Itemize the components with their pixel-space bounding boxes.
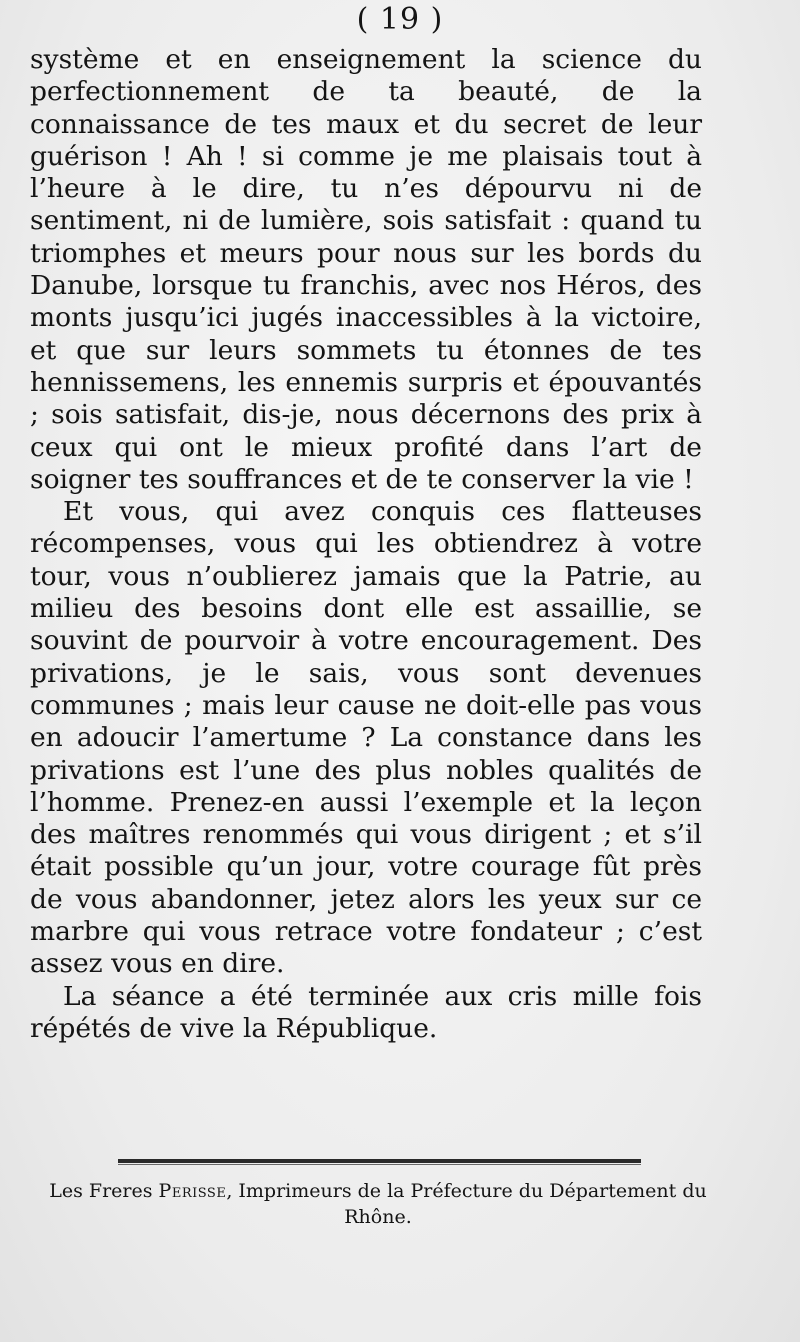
colophon-suffix: , Imprimeurs de la Préfecture du Département du Rhône. (226, 1180, 707, 1228)
paragraph-address: Et vous, qui avez conquis ces flatteuses récompenses, vous qui les obtiendrez à votre tour, vous n’oublierez jamais que la Patrie, au milieu des besoins dont elle est assaillie, se souvint de pourvoir à votre encouragement. Des privations, je le sais, vous sont devenues communes ; mais leur cause ne doit-elle pas vous en adoucir l’amertume ? La constance dans les privations est l’une des plus nobles qualités de l’homme. Prenez-en aussi l’exemple et la leçon des maîtres renommés qui vous dirigent ; et s’il était possible qu’un jour, votre courage fût près de vous abandonner, jetez alors les yeux sur ce marbre qui vous retrace votre fondateur ; c’est assez vous en dire. (30, 496, 702, 980)
paragraph-continuation: système et en enseignement la science du perfectionnement de ta beauté, de la connaissance de tes maux et du secret de leur guérison ! Ah ! si comme je me plaisais tout à l’heure à le dire, tu n’es dépourvu ni de sentiment, ni de lumière, sois satisfait : quand tu triomphes et meurs pour nous sur les bords du Danube, lorsque tu franchis, avec nos Héros, des monts jusqu’ici jugés inaccessibles à la victoire, et que sur leurs sommets tu étonnes de tes hennissemens, les ennemis surpris et épouvantés ; sois satisfait, dis-je, nous décernons des prix à ceux qui ont le mieux profité dans l’art de soigner tes souffrances et de te conserver la vie ! (30, 44, 702, 495)
colophon-prefix: Les Freres (49, 1180, 159, 1202)
body-text (30, 44, 702, 1045)
printer-rule-thin (118, 1164, 641, 1165)
page-number: ( 19 ) (356, 2, 444, 37)
paragraph-closing: La séance a été terminée aux cris mille fois répétés de vive la République. (30, 980, 702, 1044)
printer-name: Perisse (158, 1180, 227, 1202)
printer-rule (118, 1159, 641, 1163)
printer-colophon (48, 1178, 708, 1230)
